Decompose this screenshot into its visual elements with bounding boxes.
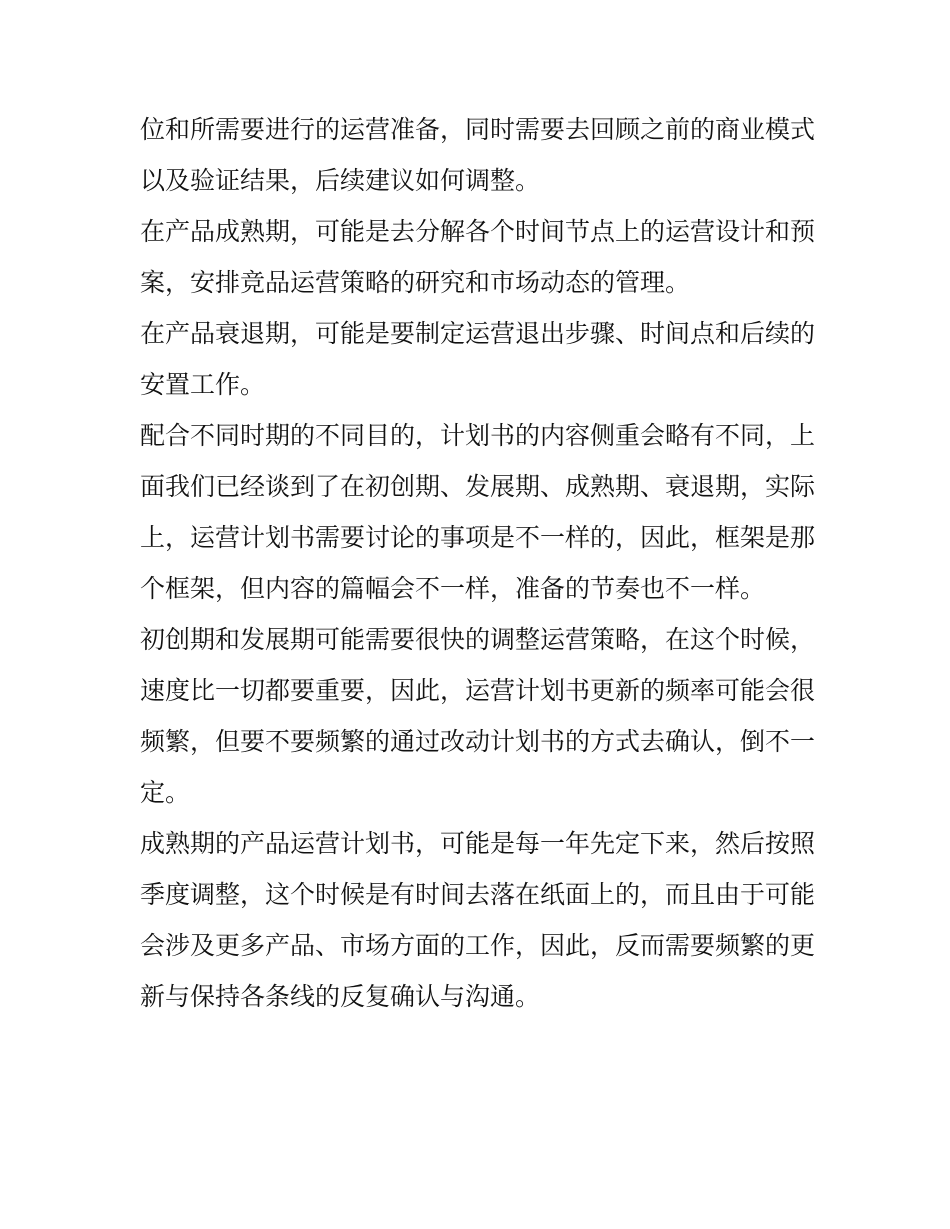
text-line: 会涉及更多产品、市场方面的工作，因此，反而需要频繁的更 [140,931,816,960]
text-line: 在产品成熟期，可能是去分解各个时间节点上的运营设计和预 [140,217,816,246]
paragraph-4 [140,410,815,614]
text-line: 速度比一切都要重要，因此，运营计划书更新的频率可能会很 [140,676,816,705]
paragraph-2 [140,206,815,308]
text-line: 以及验证结果，后续建议如何调整。 [140,166,541,195]
paragraph-6 [140,818,815,1022]
text-line: 上，运营计划书需要讨论的事项是不一样的，因此，框架是那 [140,523,816,552]
document-body [140,104,815,1022]
paragraph-3 [140,308,815,410]
text-line: 成熟期的产品运营计划书，可能是每一年先定下来，然后按照 [140,829,816,858]
text-line: 位和所需要进行的运营准备，同时需要去回顾之前的商业模式 [140,115,816,144]
paragraph-1 [140,104,815,206]
text-line: 初创期和发展期可能需要很快的调整运营策略，在这个时候， [140,625,816,654]
text-line: 案，安排竞品运营策略的研究和市场动态的管理。 [140,268,691,297]
text-line: 个框架，但内容的篇幅会不一样，准备的节奏也不一样。 [140,574,766,603]
text-line: 新与保持各条线的反复确认与沟通。 [140,982,541,1011]
text-line: 面我们已经谈到了在初创期、发展期、成熟期、衰退期，实际 [140,472,816,501]
text-line: 频繁，但要不要频繁的通过改动计划书的方式去确认，倒不一 [140,727,816,756]
text-line: 定。 [140,778,191,807]
text-line: 配合不同时期的不同目的，计划书的内容侧重会略有不同，上 [140,421,816,450]
text-line: 季度调整，这个时候是有时间去落在纸面上的，而且由于可能 [140,880,816,909]
text-line: 在产品衰退期，可能是要制定运营退出步骤、时间点和后续的 [140,319,816,348]
text-line: 安置工作。 [140,370,266,399]
paragraph-5 [140,614,815,818]
